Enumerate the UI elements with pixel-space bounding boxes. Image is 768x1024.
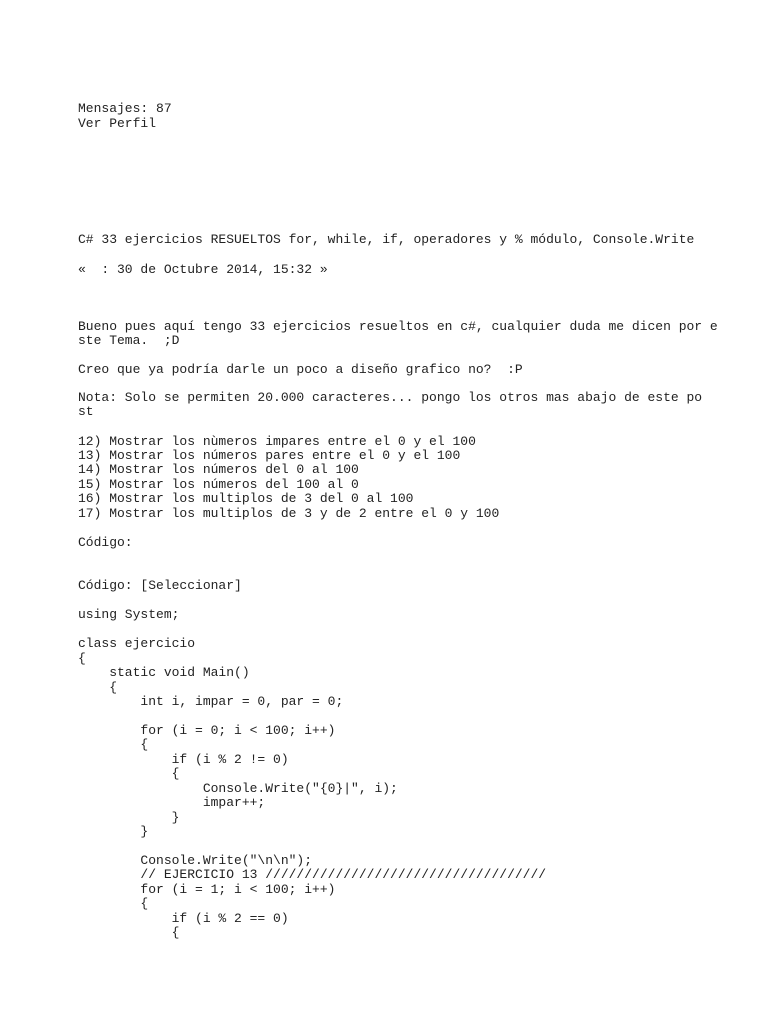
code-line: { — [78, 651, 86, 666]
code-line: if (i % 2 == 0) — [78, 911, 289, 926]
exercise-item: 17) Mostrar los multiplos de 3 y de 2 entre el 0 y 100 — [78, 506, 500, 521]
code-line: class ejercicio — [78, 636, 196, 651]
exercise-item: 15) Mostrar los números del 100 al 0 — [78, 477, 359, 492]
message-count: Mensajes: 87 — [78, 101, 172, 116]
code-line: { — [78, 766, 180, 781]
note-line-1: Nota: Solo se permiten 20.000 caracteres... pongo los otros mas abajo de este po — [78, 390, 703, 405]
code-line: int i, impar = 0, par = 0; — [78, 694, 344, 709]
code-line: for (i = 0; i < 100; i++) — [78, 723, 336, 738]
code-line: Console.Write("{0}|", i); — [78, 781, 398, 796]
code-comment: // EJERCICIO 13 //////////////////////////////////// — [78, 867, 547, 882]
code-line: } — [78, 824, 149, 839]
code-line: using System; — [78, 607, 180, 622]
code-line: { — [78, 925, 180, 940]
intro-text-2: Creo que ya podría darle un poco a diseño grafico no? :P — [78, 362, 523, 377]
code-select-link[interactable]: Código: [Seleccionar] — [78, 578, 242, 593]
post-date: « : 30 de Octubre 2014, 15:32 » — [78, 262, 328, 277]
code-line: { — [78, 680, 118, 695]
code-line: Console.Write("\n\n"); — [78, 853, 313, 868]
code-line: } — [78, 810, 180, 825]
exercise-item: 16) Mostrar los multiplos de 3 del 0 al 100 — [78, 491, 414, 506]
post-title[interactable]: C# 33 ejercicios RESUELTOS for, while, if, operadores y % módulo, Console.Write — [78, 232, 695, 247]
intro-text-line-1: Bueno pues aquí tengo 33 ejercicios resueltos en c#, cualquier duda me dicen por e — [78, 319, 718, 334]
exercise-item: 12) Mostrar los nùmeros impares entre el 0 y el 100 — [78, 434, 476, 449]
intro-text-line-2: ste Tema. ;D — [78, 333, 180, 348]
exercise-item: 14) Mostrar los números del 0 al 100 — [78, 462, 359, 477]
code-line: static void Main() — [78, 665, 250, 680]
code-line: { — [78, 737, 149, 752]
code-label: Código: — [78, 535, 133, 550]
code-line: { — [78, 896, 149, 911]
exercise-item: 13) Mostrar los números pares entre el 0 y el 100 — [78, 448, 461, 463]
code-line: impar++; — [78, 795, 266, 810]
view-profile-link[interactable]: Ver Perfil — [78, 116, 157, 131]
code-line: if (i % 2 != 0) — [78, 752, 289, 767]
code-line: for (i = 1; i < 100; i++) — [78, 882, 336, 897]
note-line-2: st — [78, 404, 94, 419]
